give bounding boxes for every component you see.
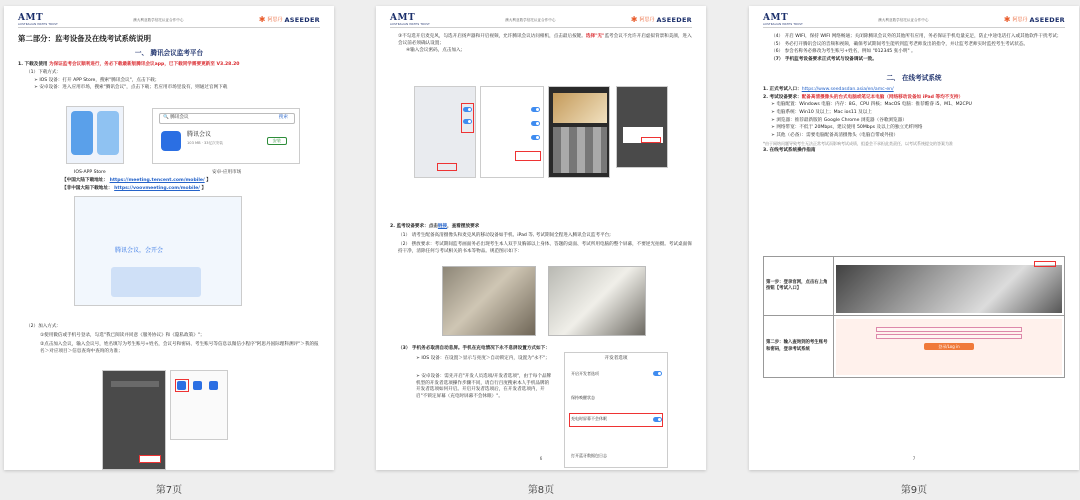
exam-entry-link[interactable]: https://www.seedasdan.asia/en/amc-en/ [801,87,894,93]
password-screenshot [616,86,668,168]
device-req-1: （1） 请考生配备高清摄像头和麦克风的移动设备如手机、iPad 等, 考试期间全程进入腾讯会议监考平台; [398,233,611,238]
header-center-text: 澳大利亚数学信托认证合作中心 [505,17,556,22]
overseas-download-link[interactable]: https://voovmeeting.com/mobile/ [114,186,200,191]
page-label-9: 第9页 [900,485,928,496]
ios-caption: IOS-APP Store [74,170,106,175]
aseeder-star-icon: ✱ [258,15,266,25]
page-header [18,14,320,28]
document-page: AMT AUSTRALIAN MATHS TRUST 澳大利亚数学信托认证合作中心 ✱ 阿思丹 ASEEDER ③不勾选开启麦克风，勾选开启扬声器和开启视频，允许腾讯会议访问相机，点击最后按键。选择"无"监考会议不允许开启虚拟背景和美颜，进入会议前必须确认设置； ④输入会议密码，点击加入； 2. 监考设备要求：点击链接，查看摆放要求 （1） 请考生配备高清摄像头和麦克风的移动设备如手机、iPad 等, 考试期间全程进入腾讯会议监考平台; （2） 摆放要求：考试期间监考画面务必出现考生本人双手及胸部以上身体、答题的桌面、考试所用电脑的整个屏幕，不要逆光拍摄。考试桌面保持干净，清除任何与考试相关的书本等物品。规范图示如下： （3） 手机务必取消自动息屏。手机在充电情况下永不息屏设置方式如下： ➢ IOS 设备：在设置＞显示与亮度＞自动锁定内，设置为"永不"； ➢ 安卓设备：需先开启"开发人员选项/开发者选项"，由于每个品牌机型的开发者选项操作步骤不同，请自行百度搜索本人手机品牌的开发者选项如何开启。开启开发者选项后，在开发者选项内，开启"不锁定屏幕（充电时屏幕不会休眠）"。 开发者选项 开启开发者选项 保持唤醒状态 充电时屏幕不会休眠 打开蓝牙数据包日志 6 [376,6,706,470]
step3-text: ③不勾选开启麦克风，勾选开启扬声器和开启视频，允许腾讯会议访问相机，点击最后按键。 [398,34,586,39]
guide-table [763,256,1065,378]
step4-text: ④输入会议密码，点击加入； [406,48,466,54]
website-screenshot: 腾讯会议，会开会 [74,196,242,306]
item-5: （5） 务必打开腾讯会议的音频和视频，确保考试期间考生能听到监考老师发出的指令，并让监考老师实时监控考生考试状态。 [771,41,1029,47]
section-title: 一、 腾讯会议监考平台 [134,48,204,57]
placement-example-photo-2 [548,266,646,336]
step1-warning: 为保证监考会议顺利进行，务必下载最新版腾讯会议app，已下载同学需要更新至 V3.28.20 [48,62,240,68]
spec-os: ➢ 电脑系统：Win10 及以上；Mac ios11 及以上 [763,110,1065,117]
amt-logo: AMT AUSTRALIAN MATHS TRUST [763,13,803,27]
login-phone-screenshot [102,370,166,470]
device-requirement-warning: 配备高清摄像头的台式电脑或笔记本电脑（网络移动设备如 iPad 等均不支持） [801,94,964,100]
search-icon: 🔍 [163,115,169,120]
aseeder-logo: ✱ 阿思丹 ASEEDER [630,15,692,25]
item-6: （6） 参会名称务必修改为考生账号+姓名，例如 "012345 张小明" 。 [771,49,916,55]
page-header [763,14,1065,28]
part-title: 第二部分：监考设备及在线考试系统说明 [18,34,152,43]
table-row: 第一步：登录官网，点击右上角按钮【考试入口】 [764,257,1065,316]
android-screen-setting: ➢ 安卓设备：需先开启"开发人员选项/开发者选项"，由于每个品牌机型的开发者选项操作步骤不同，请自行百度搜索本人手机品牌的开发者选项如何开启。开启开发者选项后，在开发者选项内，开启"不锁定屏幕（充电时屏幕不会休眠）"。 [416,374,552,401]
android-caption: 安卓-应用市场 [212,170,242,175]
ios-download-line: ➢ IOS 设备：打开 APP Store，搜索"腾讯会议"，点击下载； [18,78,320,85]
aseeder-star-icon: ✱ [1003,15,1011,25]
step3-red: 选择"无" [585,34,605,39]
aseeder-star-icon: ✱ [630,15,638,25]
join-phone-screenshot [170,370,228,440]
screen-lock-title: （3） 手机务必取消自动息屏。手机在充电情况下永不息屏设置方式如下： [398,346,550,351]
aseeder-logo: ✱ 阿思丹 ASEEDER [1003,15,1065,25]
mainland-download-link[interactable]: https://meeting.tencent.com/mobile/ [109,178,205,183]
document-page: AMT AUSTRALIAN MATHS TRUST 澳大利亚数学信托认证合作中心 ✱ 阿思丹 ASEEDER 第二部分：监考设备及在线考试系统说明 一、 腾讯会议监考平台 1. 下载及使用 为保证监考会议顺利进行，务必下载最新版腾讯会议app，已下载同学需要更新至 V3.28.20 （1）下载方式： ➢ IOS 设备：打开 APP Store，搜索"腾讯会议"，点击下载； ➢ 安卓设备：进入应用市场，搜索"腾讯会议"，点击下载；若应用市场里没有，则通过官网下载 🔍 腾讯会议 搜索 腾讯会议 103 MB · 33亿次安装 安装 IOS-APP Store 安卓-应用市场 【中国大陆下载地址： https://meeting.tencent.com/mobile/ 】 【非中国大陆下载地址： https://voovmeeting.com/mobile/ 】 腾讯会议，会开会 （2）加入方式： ①使用微信或手机号登录，勾选"我已阅读并同意《服务协议》和《隐私政策》"； ②点击加入会议，输入会议号，姓名填写为考生账号+姓名，会议号和密码、考生账号等信息以微信小程序"阿思丹国际理科测评"＞我的报名＞对应项目＞信息查询中查询的为准； [4,6,334,470]
download-method: （1）下载方式： [26,69,62,75]
spec-config: ➢ 电脑配置：Windows 电脑：内存：8G、CPU 四核；MacOS 电脑：推荐酷睿 i5、M1、M2CPU [763,102,1065,109]
background-screenshot [548,86,610,178]
step1-prefix: 1. 下载及使用 [18,62,48,68]
page-thumbnail-7[interactable] [4,6,334,496]
placement-link[interactable]: 链接 [437,224,448,229]
guide-title: 3. 在线考试系统操作指南 [763,147,816,153]
tencent-meeting-app-icon [161,131,181,151]
android-download-line: ➢ 安卓设备：进入应用市场，搜索"腾讯会议"，点击下载；若应用市场里没有，则通过官网下载 [18,85,320,92]
page-label-7: 第7页 [155,485,183,496]
spec-camera: ➢ 其他（必备）：需要电脑配备高清摄像头（电脑自带或外接） [763,133,1065,140]
device-req-2: （2） 摆放要求：考试期间监考画面务必出现考生本人双手及胸部以上身体、答题的桌面、考试所用电脑的整个屏幕，不要逆光拍摄。考试桌面保持干净，清除任何与考试相关的书本等物品。规范图示如下： [398,242,692,254]
document-page: AMT AUSTRALIAN MATHS TRUST 澳大利亚数学信托认证合作中心 ✱ 阿思丹 ASEEDER （4） 开启 WIFI，保持 WIFI 网络畅通；关闭除腾讯会议外的其他所有应用，务必保证手机电量充足，防止中途电话打入或其他软件干扰考试； （5） 务必打开腾讯会议的音频和视频，确保考试期间考生能听到监考老师发出的指令，并让监考老师实时监控考生考试状态。 （6） 参会名称务必修改为考生账号+姓名，例如 "012345 张小明" 。 （7） 手机监考设备要求正式考试与设备调试一致。 二、 在线考试系统 1. 正式考试入口：https://www.seedasdan.asia/en/amc-en/ 2. 考试设备要求：配备高清摄像头的台式电脑或笔记本电脑（网络移动设备如 iPad 等均不支持） ➢ 电脑配置：Windows 电脑：内存：8G、CPU 四核；MacOS 电脑：推荐酷睿 i5、M1、M2CPU ➢ 电脑系统：Win10 及以上；Mac ios11 及以上 ➢ 浏览器：推荐最新版的 Google Chrome 浏览器（谷歌浏览器） ➢ 网络带宽：不低于 20Mbps，建议使用 50Mbps 及以上的独立光纤网络 ➢ 其他（必备）：需要电脑配备高清摄像头（电脑自带或外接） *由于网络问题导致考生无法正常考试而影响考试成绩，组委会不承担此类责任，以考试系统提交的答案为准 3. 在线考试系统操作指南 第一步：登录官网，点击右上角按钮【考试入口】 第二步：输入查询到的考生账号和密码，登录考试系统 登录/Log in 7 [749,6,1079,470]
ios-appstore-screenshot [66,106,124,164]
page-label-8: 第8页 [527,485,555,496]
android-market-screenshot: 🔍 腾讯会议 搜索 腾讯会议 103 MB · 33亿次安装 安装 [152,108,300,164]
page-header [390,14,692,28]
join-method: （2）加入方式： [26,324,62,329]
join-step-1: ①使用微信或手机号登录，勾选"我已阅读并同意《服务协议》和《隐私政策》"； [40,333,205,338]
spec-network: ➢ 网络带宽：不低于 20Mbps，建议使用 50Mbps 及以上的独立光纤网络 [763,125,1065,132]
ios-screen-setting: ➢ IOS 设备：在设置＞显示与亮度＞自动锁定内，设置为"永不"； [416,356,552,363]
amt-logo: AMT AUSTRALIAN MATHS TRUST [18,13,58,27]
header-center-text: 澳大利亚数学信托认证合作中心 [133,17,184,22]
page-thumbnail-8[interactable] [376,6,706,496]
item-4: （4） 开启 WIFI，保持 WIFI 网络畅通；关闭除腾讯会议外的其他所有应用，务必保证手机电量充足，防止中途电话打入或其他软件干扰考试； [771,34,1062,39]
header-center-text: 澳大利亚数学信托认证合作中心 [878,17,929,22]
table-row: 第二步：输入查询到的考生账号和密码，登录考试系统 登录/Log in [764,316,1065,378]
settings-screenshot-2 [480,86,544,178]
section-title: 二、 在线考试系统 [886,73,942,82]
market-search-bar: 🔍 腾讯会议 搜索 [159,113,295,124]
settings-screenshot-1 [414,86,476,178]
note: *由于网络问题导致考生无法正常考试而影响考试成绩，组委会不承担此类责任，以考试系统提交的答案为准 [763,140,953,146]
amt-logo: AMT AUSTRALIAN MATHS TRUST [390,13,430,27]
aseeder-logo: ✱ 阿思丹 ASEEDER [258,15,320,25]
developer-options-screenshot: 开发者选项 开启开发者选项 保持唤醒状态 充电时屏幕不会休眠 打开蓝牙数据包日志 [564,352,668,468]
page-thumbnail-9[interactable] [749,6,1079,496]
page-number: 7 [912,456,916,462]
spec-browser: ➢ 浏览器：推荐最新版的 Google Chrome 浏览器（谷歌浏览器） [763,118,1065,125]
page-number: 6 [539,456,543,462]
placement-example-photo-1 [442,266,536,336]
join-step-2: ②点击加入会议，输入会议号，姓名填写为考生账号+姓名，会议号和密码、考生账号等信息以微信小程序"阿思丹国际理科测评"＞我的报名＞对应项目＞信息查询中查询的为准； [40,342,319,354]
login-button-mock: 登录/Log in [924,343,973,351]
item-7: （7） 手机监考设备要求正式考试与设备调试一致。 [771,56,877,62]
